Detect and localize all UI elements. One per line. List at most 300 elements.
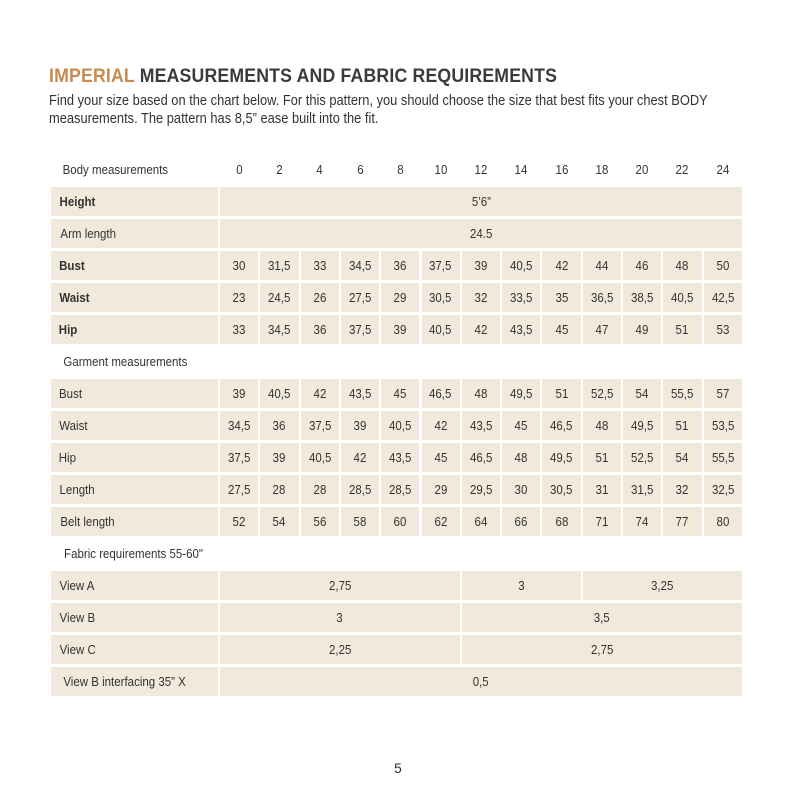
value-cell-text: 33,5	[510, 290, 533, 305]
value-cell-text: 32,5	[711, 482, 734, 497]
value-cell	[422, 379, 460, 408]
value-cell-text: 30,5	[550, 482, 573, 497]
value-cell-text: 80	[716, 514, 730, 529]
value-cell	[623, 379, 661, 408]
value-cell-text: 43,5	[510, 322, 533, 337]
value-cell-text: 40,5	[308, 450, 331, 465]
intro-text	[49, 92, 715, 128]
table-row	[51, 379, 748, 408]
value-cell	[462, 283, 500, 312]
row-label-text: Belt length	[60, 514, 115, 529]
value-cell-text: 47	[595, 322, 609, 337]
value-cell-text: 26	[313, 290, 327, 305]
value-cell-text: 29	[393, 290, 407, 305]
row-label-text: View A	[59, 578, 95, 593]
value-cell-text: 40,5	[671, 290, 694, 305]
row-label	[51, 571, 218, 600]
value-cell-text: 49,5	[550, 450, 573, 465]
intro-line-2: measurements. The pattern has 8,5” ease built into the fit.	[49, 111, 379, 127]
value-cell	[301, 507, 339, 536]
value-cell-text: 64	[474, 514, 488, 529]
size-header-2	[260, 155, 298, 184]
value-cell	[542, 283, 580, 312]
value-cell	[301, 411, 339, 440]
size-header-6-text: 6	[356, 162, 364, 177]
row-label	[51, 347, 218, 376]
value-cell-text: 51	[595, 450, 609, 465]
fabric-value-cell	[220, 571, 460, 600]
value-cell-text: 28,5	[348, 482, 372, 497]
value-cell-text: 50	[716, 258, 730, 273]
value-cell-text: 51	[555, 386, 568, 401]
value-cell	[704, 315, 742, 344]
span-value-text: 24.5	[469, 226, 493, 241]
row-label-text: Waist	[59, 290, 90, 305]
value-cell	[220, 443, 258, 472]
value-cell	[301, 443, 339, 472]
value-cell	[341, 475, 379, 504]
intro-line-1: Find your size based on the chart below. For this pattern, you should choose the size that best fits your chest BODY	[49, 93, 708, 109]
table-row	[51, 315, 748, 344]
value-cell-text: 53,5	[711, 418, 734, 433]
value-cell-text: 68	[555, 514, 568, 529]
value-cell	[301, 315, 339, 344]
value-cell-text: 35	[555, 290, 568, 305]
value-cell	[542, 443, 580, 472]
span-value-text: 5’6”	[471, 194, 491, 209]
value-cell-text: 33	[232, 322, 246, 337]
value-cell-text: 46,5	[469, 450, 493, 465]
value-cell-text: 77	[676, 514, 689, 529]
value-cell	[502, 443, 540, 472]
value-cell	[623, 315, 661, 344]
span-value	[220, 187, 742, 216]
fabric-value-cell	[462, 635, 742, 664]
row-label	[51, 251, 218, 280]
value-cell	[704, 379, 742, 408]
value-cell	[502, 251, 540, 280]
title-accent: IMPERIAL	[49, 66, 135, 87]
value-cell	[381, 315, 419, 344]
value-cell	[260, 251, 298, 280]
fabric-value-cell	[462, 603, 742, 632]
value-cell	[502, 283, 540, 312]
value-cell-text: 40,5	[429, 322, 452, 337]
size-header-22-text: 22	[676, 162, 689, 177]
value-cell-text: 43,5	[469, 418, 493, 433]
value-cell-text: 40,5	[389, 418, 412, 433]
value-cell-text: 45	[393, 386, 407, 401]
value-cell	[341, 379, 379, 408]
value-cell	[381, 283, 419, 312]
title-rest: MEASUREMENTS AND FABRIC REQUIREMENTS	[134, 66, 558, 87]
value-cell	[422, 411, 460, 440]
span-value	[220, 219, 742, 248]
value-cell	[462, 251, 500, 280]
value-cell	[260, 379, 298, 408]
value-cell	[220, 411, 258, 440]
row-label	[51, 219, 218, 248]
value-cell-text: 30	[514, 482, 528, 497]
fabric-value-cell	[462, 571, 581, 600]
table-row	[51, 635, 748, 664]
size-header-8-text: 8	[397, 162, 404, 177]
size-header-10-text: 10	[434, 162, 448, 177]
value-cell	[381, 411, 419, 440]
value-cell-text: 45	[434, 450, 448, 465]
value-cell-text: 27,5	[348, 290, 372, 305]
row-label-text: Bust	[59, 386, 83, 401]
value-cell	[542, 475, 580, 504]
value-cell	[341, 507, 379, 536]
row-label-text: Hip	[58, 450, 77, 465]
size-header-18	[583, 155, 621, 184]
value-cell-text: 42,5	[711, 290, 734, 305]
row-label	[51, 539, 218, 568]
value-cell-text: 48	[474, 386, 488, 401]
value-cell	[301, 379, 339, 408]
row-label	[51, 411, 218, 440]
fabric-value-cell-text: 2,25	[328, 642, 352, 657]
value-cell-text: 54	[635, 386, 649, 401]
size-header-4-text: 4	[316, 162, 323, 177]
value-cell	[704, 475, 742, 504]
garment-measurements-header-row	[51, 347, 748, 376]
size-header-24-text: 24	[716, 162, 730, 177]
value-cell	[422, 251, 460, 280]
fabric-value-cell	[220, 603, 460, 632]
value-cell	[542, 315, 580, 344]
value-cell	[301, 283, 339, 312]
value-cell-text: 56	[313, 514, 327, 529]
value-cell	[381, 475, 419, 504]
value-cell	[583, 411, 621, 440]
value-cell-text: 30	[232, 258, 246, 273]
value-cell	[542, 507, 580, 536]
body-measurements-header-row	[51, 155, 748, 184]
value-cell-text: 71	[595, 514, 609, 529]
value-cell	[583, 475, 621, 504]
value-cell-text: 46	[635, 258, 649, 273]
value-cell	[462, 475, 500, 504]
value-cell	[583, 283, 621, 312]
value-cell	[260, 315, 298, 344]
fabric-value-cell	[220, 667, 742, 696]
table-row	[51, 251, 748, 280]
value-cell	[301, 475, 339, 504]
value-cell	[462, 315, 500, 344]
value-cell-text: 42	[555, 258, 568, 273]
value-cell	[220, 379, 258, 408]
size-header-12	[462, 155, 500, 184]
row-label-text: Fabric requirements 55-60"	[64, 546, 204, 561]
value-cell-text: 32	[474, 290, 488, 305]
size-header-16-text: 16	[555, 162, 568, 177]
value-cell-text: 44	[595, 258, 609, 273]
value-cell-text: 43,5	[389, 450, 412, 465]
value-cell	[422, 507, 460, 536]
value-cell-text: 42	[474, 322, 488, 337]
value-cell	[462, 411, 500, 440]
size-header-16	[542, 155, 580, 184]
row-label-text: Hip	[58, 322, 78, 337]
value-cell-text: 39	[232, 386, 246, 401]
value-cell	[462, 507, 500, 536]
table-row	[51, 283, 748, 312]
value-cell	[381, 379, 419, 408]
value-cell	[260, 443, 298, 472]
value-cell-text: 49,5	[510, 386, 533, 401]
table-row	[51, 187, 748, 216]
fabric-value-cell-text: 3	[336, 610, 344, 625]
value-cell	[663, 315, 701, 344]
value-cell	[623, 251, 661, 280]
value-cell-text: 28	[273, 482, 286, 497]
value-cell-text: 38,5	[630, 290, 654, 305]
value-cell	[341, 315, 379, 344]
value-cell	[381, 507, 419, 536]
row-label	[51, 603, 218, 632]
value-cell-text: 37,5	[429, 258, 452, 273]
value-cell	[623, 443, 661, 472]
value-cell	[301, 251, 339, 280]
value-cell	[341, 283, 379, 312]
value-cell-text: 40,5	[510, 258, 533, 273]
value-cell	[220, 283, 258, 312]
table-row	[51, 507, 748, 536]
row-label-text: Arm length	[60, 226, 117, 241]
value-cell-text: 46,5	[550, 418, 573, 433]
value-cell	[381, 443, 419, 472]
row-label-text: View B	[59, 610, 96, 625]
value-cell	[422, 315, 460, 344]
value-cell	[220, 315, 258, 344]
row-label-text: Height	[59, 194, 96, 209]
value-cell	[502, 379, 540, 408]
size-header-22	[663, 155, 701, 184]
value-cell-text: 46,5	[429, 386, 452, 401]
row-label	[51, 379, 218, 408]
value-cell-text: 45	[514, 418, 528, 433]
value-cell	[663, 507, 701, 536]
value-cell-text: 62	[434, 514, 448, 529]
size-header-20-text: 20	[635, 162, 649, 177]
value-cell-text: 40,5	[268, 386, 291, 401]
value-cell-text: 42	[313, 386, 327, 401]
row-label	[51, 283, 218, 312]
value-cell-text: 52	[232, 514, 246, 529]
value-cell-text: 36	[313, 322, 327, 337]
value-cell	[220, 507, 258, 536]
row-label-text: Waist	[59, 418, 88, 433]
value-cell-text: 52,5	[590, 386, 614, 401]
fabric-value-cell-text: 3,5	[593, 610, 610, 625]
value-cell-text: 55,5	[711, 450, 734, 465]
value-cell-text: 37,5	[308, 418, 331, 433]
value-cell-text: 30,5	[429, 290, 452, 305]
value-cell-text: 31	[595, 482, 609, 497]
value-cell-text: 48	[514, 450, 528, 465]
value-cell-text: 37,5	[227, 450, 251, 465]
value-cell	[704, 507, 742, 536]
value-cell	[260, 283, 298, 312]
value-cell-text: 31,5	[268, 258, 291, 273]
value-cell-text: 39	[273, 450, 286, 465]
value-cell	[502, 315, 540, 344]
value-cell	[704, 443, 742, 472]
row-label	[51, 443, 218, 472]
value-cell	[502, 507, 540, 536]
value-cell	[542, 411, 580, 440]
size-header-4	[301, 155, 339, 184]
size-header-8	[381, 155, 419, 184]
row-label	[51, 187, 218, 216]
value-cell-text: 29	[434, 482, 448, 497]
value-cell	[260, 411, 298, 440]
value-cell-text: 39	[474, 258, 488, 273]
value-cell-text: 31,5	[630, 482, 654, 497]
table-row	[51, 219, 748, 248]
size-header-14	[502, 155, 540, 184]
value-cell	[260, 507, 298, 536]
value-cell	[542, 251, 580, 280]
fabric-value-cell-text: 3	[518, 578, 525, 593]
size-header-14-text: 14	[514, 162, 528, 177]
value-cell	[502, 475, 540, 504]
value-cell	[704, 283, 742, 312]
value-cell-text: 60	[393, 514, 407, 529]
row-label-text: View B interfacing 35” X	[63, 674, 186, 689]
value-cell-text: 57	[716, 386, 730, 401]
value-cell	[220, 251, 258, 280]
value-cell-text: 27,5	[227, 482, 251, 497]
value-cell	[663, 475, 701, 504]
value-cell-text: 32	[676, 482, 689, 497]
value-cell-text: 24,5	[268, 290, 291, 305]
fabric-value-cell	[583, 571, 742, 600]
table-row	[51, 571, 748, 600]
value-cell-text: 34,5	[348, 258, 372, 273]
value-cell	[583, 443, 621, 472]
value-cell	[663, 251, 701, 280]
row-label-text: Bust	[59, 258, 85, 273]
value-cell	[663, 443, 701, 472]
size-header-10	[422, 155, 460, 184]
row-label-text: Length	[59, 482, 95, 497]
value-cell	[462, 379, 500, 408]
row-label-text: Garment measurements	[63, 354, 188, 369]
value-cell-text: 54	[676, 450, 689, 465]
value-cell	[422, 475, 460, 504]
value-cell-text: 48	[595, 418, 609, 433]
value-cell	[341, 251, 379, 280]
value-cell-text: 43,5	[348, 386, 372, 401]
value-cell	[704, 251, 742, 280]
size-header-18-text: 18	[595, 162, 609, 177]
size-header-20	[623, 155, 661, 184]
value-cell	[260, 475, 298, 504]
value-cell	[583, 251, 621, 280]
value-cell	[623, 507, 661, 536]
value-cell-text: 36,5	[590, 290, 614, 305]
value-cell-text: 34,5	[227, 418, 251, 433]
table-row	[51, 475, 748, 504]
table-row	[51, 411, 748, 440]
size-header-24	[704, 155, 742, 184]
value-cell-text: 42	[353, 450, 367, 465]
size-chart-table	[51, 155, 748, 695]
value-cell-text: 39	[393, 322, 407, 337]
size-header-12-text: 12	[474, 162, 488, 177]
value-cell-text: 48	[676, 258, 689, 273]
value-cell-text: 66	[514, 514, 528, 529]
value-cell	[663, 379, 701, 408]
size-header-0	[220, 155, 258, 184]
size-header-2-text: 2	[276, 162, 283, 177]
value-cell	[663, 283, 701, 312]
value-cell	[623, 283, 661, 312]
value-cell-text: 28	[313, 482, 327, 497]
value-cell-text: 74	[635, 514, 649, 529]
value-cell	[422, 283, 460, 312]
page-number: 5	[394, 760, 402, 776]
size-header-6	[341, 155, 379, 184]
value-cell	[341, 443, 379, 472]
table-row	[51, 603, 748, 632]
value-cell-text: 34,5	[268, 322, 291, 337]
value-cell-text: 33	[313, 258, 327, 273]
value-cell-text: 49,5	[630, 418, 654, 433]
row-label	[51, 475, 218, 504]
value-cell-text: 49	[635, 322, 649, 337]
table-row	[51, 443, 748, 472]
value-cell-text: 52,5	[630, 450, 654, 465]
value-cell-text: 29,5	[469, 482, 493, 497]
value-cell	[422, 443, 460, 472]
value-cell	[663, 411, 701, 440]
row-label	[51, 507, 218, 536]
fabric-value-cell	[220, 635, 460, 664]
value-cell	[462, 443, 500, 472]
row-label-text: Body measurements	[62, 162, 169, 177]
row-label	[51, 155, 218, 184]
value-cell	[623, 411, 661, 440]
table-row	[51, 667, 748, 696]
fabric-value-cell-text: 2,75	[328, 578, 352, 593]
value-cell-text: 45	[555, 322, 568, 337]
value-cell-text: 51	[676, 322, 689, 337]
value-cell-text: 37,5	[348, 322, 372, 337]
page-title	[49, 66, 557, 88]
value-cell-text: 23	[232, 290, 246, 305]
row-label	[51, 315, 218, 344]
value-cell-text: 39	[353, 418, 367, 433]
value-cell-text: 36	[273, 418, 286, 433]
row-label	[51, 667, 218, 696]
value-cell	[220, 475, 258, 504]
value-cell	[542, 379, 580, 408]
value-cell-text: 54	[273, 514, 286, 529]
value-cell-text: 28,5	[389, 482, 412, 497]
value-cell-text: 58	[353, 514, 367, 529]
value-cell	[623, 475, 661, 504]
fabric-value-cell-text: 0,5	[472, 674, 489, 689]
row-label	[51, 635, 218, 664]
value-cell-text: 42	[434, 418, 448, 433]
value-cell-text: 55,5	[671, 386, 694, 401]
value-cell	[502, 411, 540, 440]
value-cell-text: 36	[393, 258, 407, 273]
